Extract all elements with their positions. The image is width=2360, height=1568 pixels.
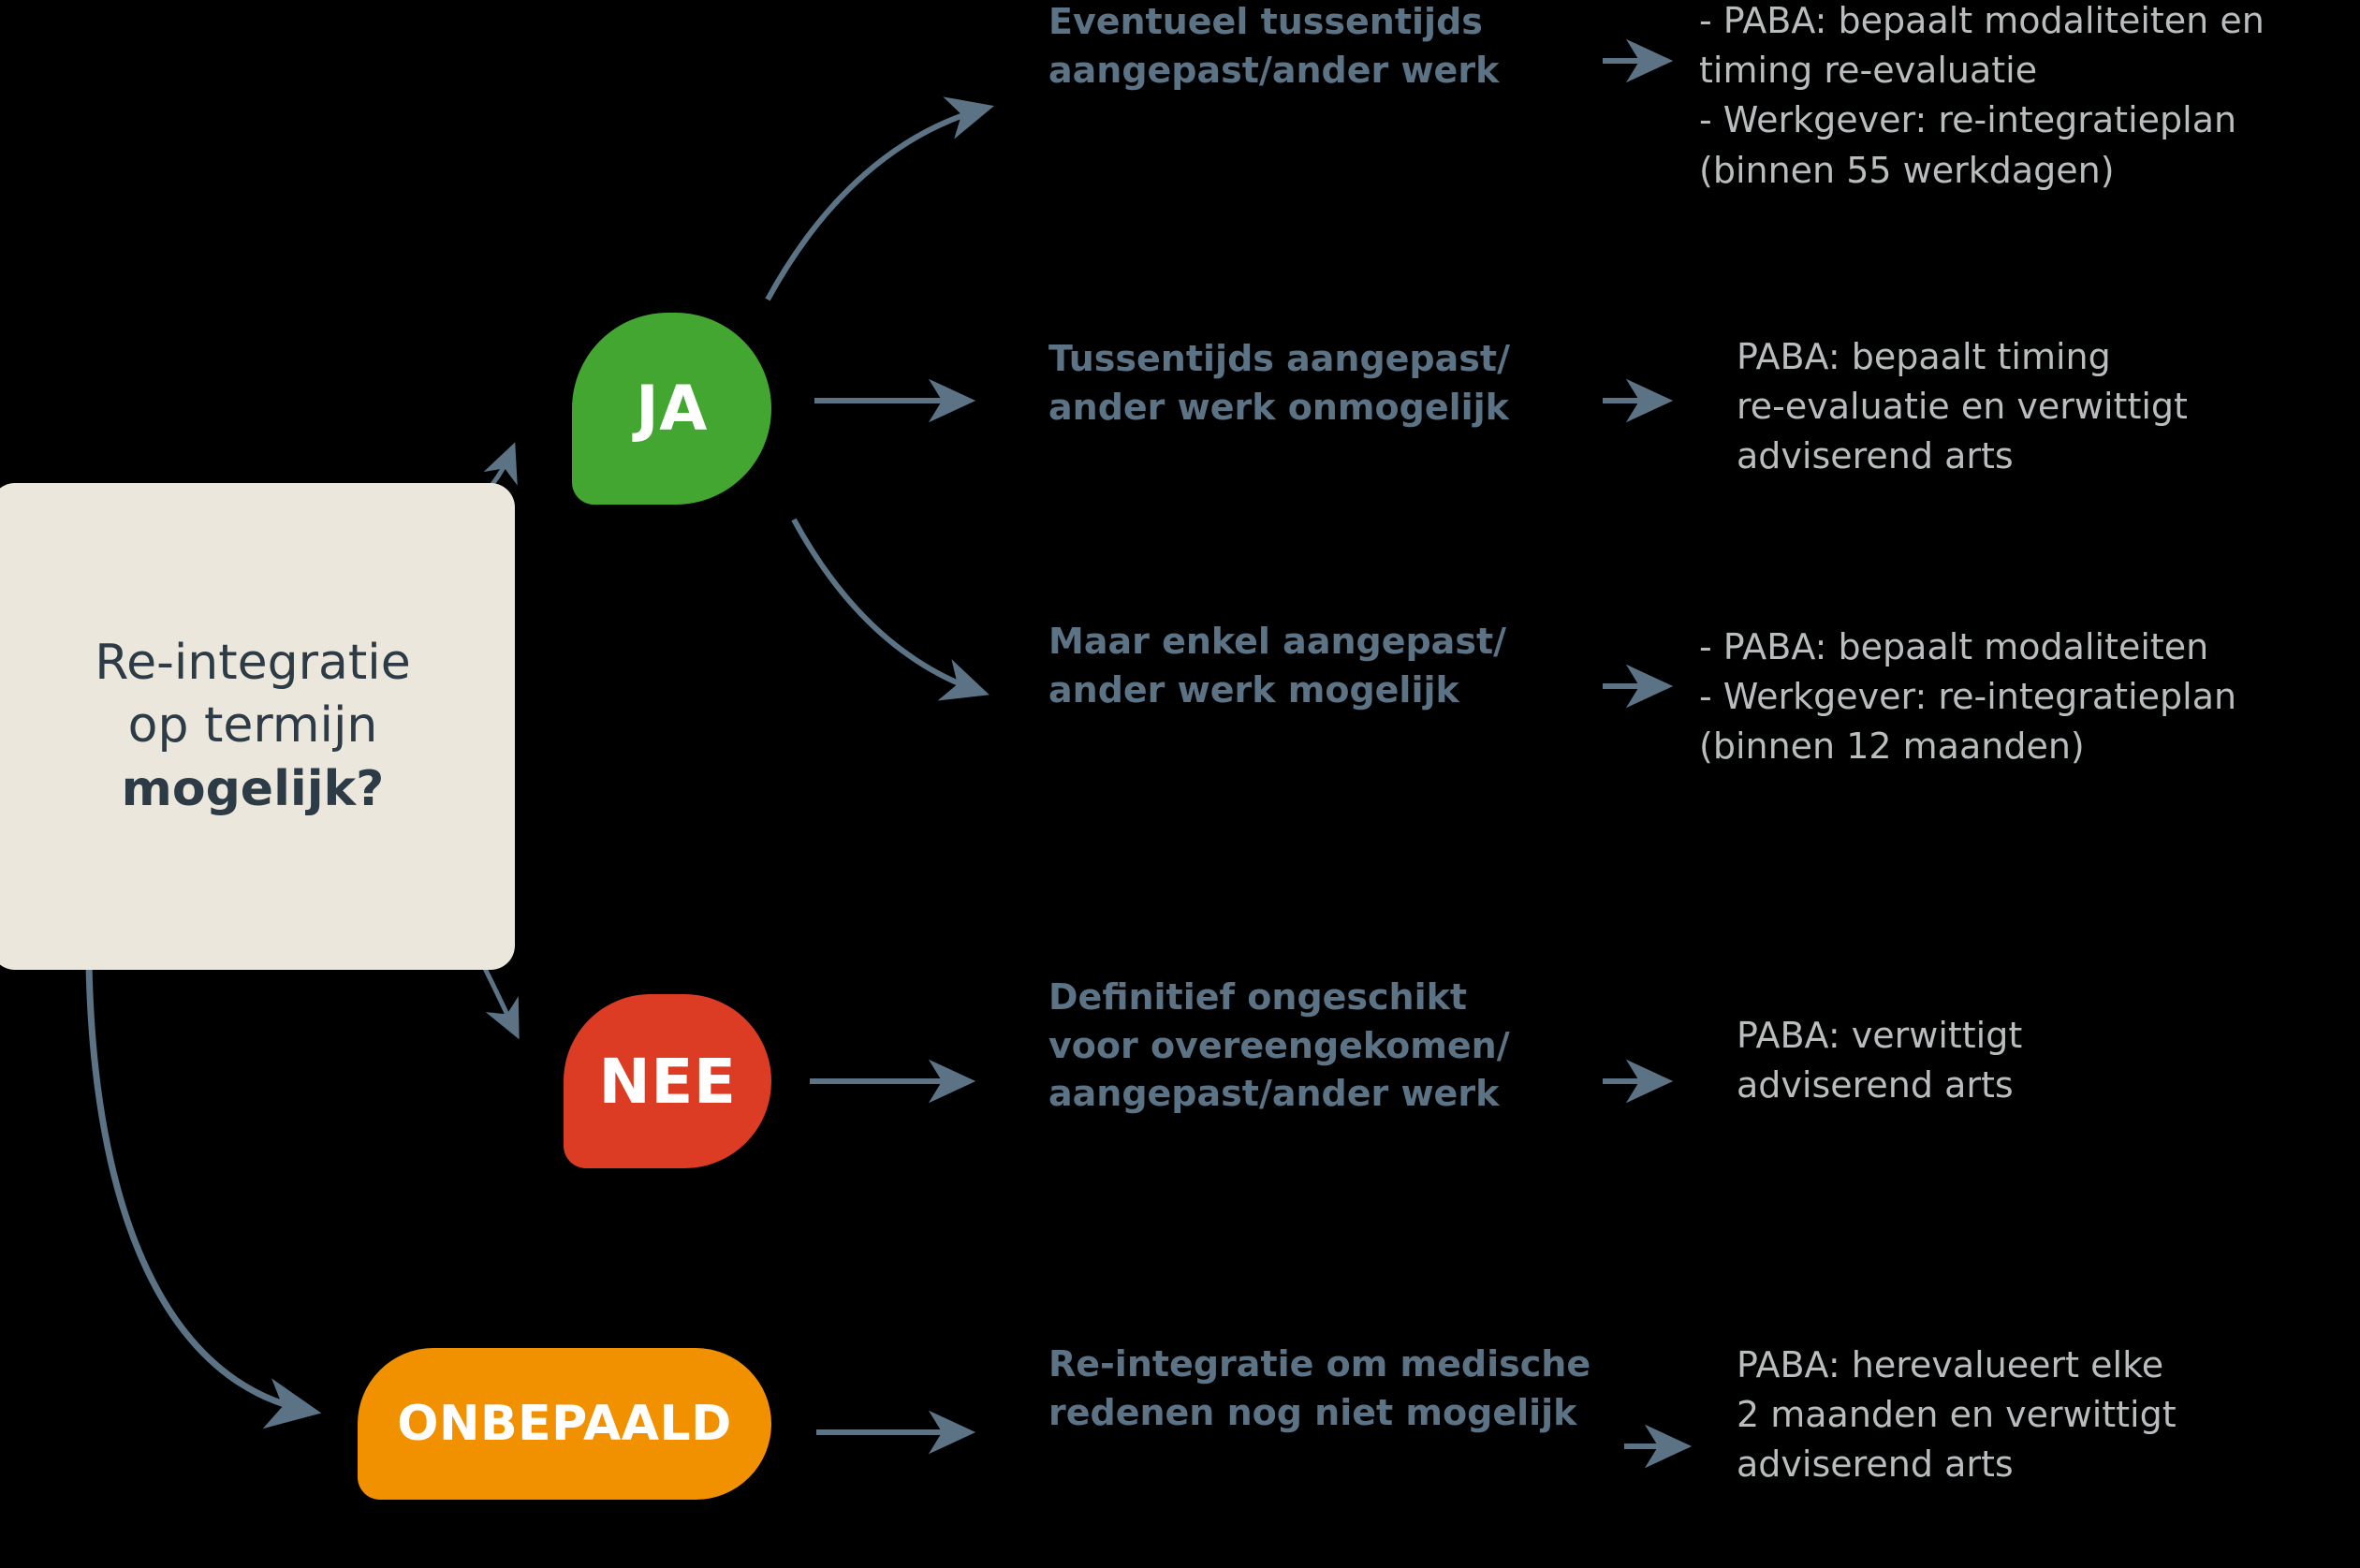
step-label-4 <box>1048 974 1648 1119</box>
step-label-3-line-2: ander werk mogelijk <box>1048 668 1459 711</box>
step-label-3 <box>1048 618 1648 714</box>
outcome-label-1-line-4: (binnen 55 werkdagen) <box>1699 149 2115 191</box>
step-label-5-line-1: Re-integratie om medische <box>1048 1343 1591 1385</box>
outcome-label-2-line-1: PABA: bepaalt timing <box>1737 336 2111 377</box>
arrow-ja-to-step1 <box>768 108 988 300</box>
outcome-label-1-line-3: - Werkgever: re-integratieplan <box>1699 99 2237 141</box>
outcome-label-3-line-1: - PABA: bepaalt modaliteiten <box>1699 626 2209 667</box>
outcome-label-1 <box>1699 0 2360 196</box>
step-label-2-line-2: ander werk onmogelijk <box>1048 386 1509 428</box>
outcome-label-5-line-2: 2 maanden en verwittigt <box>1737 1394 2177 1436</box>
step-label-4-line-3: aangepast/ander werk <box>1048 1073 1500 1115</box>
step-label-2 <box>1048 335 1648 432</box>
step-label-1-line-1: Eventueel tussentijds <box>1048 1 1483 42</box>
decision-pill-onbepaald-label: ONBEPAALD <box>397 1396 732 1452</box>
outcome-label-1-line-1: - PABA: bepaalt modaliteiten en <box>1699 0 2265 41</box>
outcome-label-5-line-3: adviserend arts <box>1737 1443 2014 1486</box>
question-line-1: Re-integratie <box>95 634 411 691</box>
question-line-2: op termijn <box>127 697 378 755</box>
outcome-label-4-line-1: PABA: verwittigt <box>1737 1015 2023 1056</box>
step-label-4-line-1: Definitief ongeschikt <box>1048 976 1468 1018</box>
outcome-label-3-line-2: - Werkgever: re-integratieplan <box>1699 676 2237 718</box>
outcome-label-1-line-2: timing re-evaluatie <box>1699 50 2038 92</box>
outcome-label-3-line-3: (binnen 12 maanden) <box>1699 725 2085 768</box>
step-label-1-line-2: aangepast/ander werk <box>1048 49 1500 91</box>
decision-pill-nee <box>564 994 771 1168</box>
question-box <box>0 483 515 970</box>
outcome-label-2-line-3: adviserend arts <box>1737 435 2014 477</box>
arrow-ja-to-step3 <box>794 520 983 693</box>
step-label-3-line-1: Maar enkel aangepast/ <box>1048 621 1506 662</box>
decision-pill-ja-label: JA <box>636 373 708 445</box>
decision-pill-ja <box>572 313 771 505</box>
arrow-question-to-onbepaald <box>89 964 314 1412</box>
question-line-3: mogelijk? <box>121 760 385 817</box>
outcome-label-4 <box>1737 1011 2360 1110</box>
outcome-label-2 <box>1737 332 2360 482</box>
decision-pill-onbepaald <box>358 1348 771 1500</box>
question-text <box>72 632 432 822</box>
outcome-label-3 <box>1699 623 2360 772</box>
step-label-1 <box>1048 0 1648 95</box>
step-label-5 <box>1048 1341 1648 1437</box>
outcome-label-5 <box>1737 1341 2360 1490</box>
outcome-label-5-line-1: PABA: herevalueert elke <box>1737 1344 2164 1385</box>
decision-pill-nee-label: NEE <box>598 1045 737 1118</box>
step-label-2-line-1: Tussentijds aangepast/ <box>1048 338 1510 379</box>
outcome-label-2-line-2: re-evaluatie en verwittigt <box>1737 386 2188 428</box>
step-label-4-line-2: voor overeengekomen/ <box>1048 1024 1510 1066</box>
outcome-label-4-line-2: adviserend arts <box>1737 1064 2014 1106</box>
step-label-5-line-2: redenen nog niet mogelijk <box>1048 1391 1577 1433</box>
